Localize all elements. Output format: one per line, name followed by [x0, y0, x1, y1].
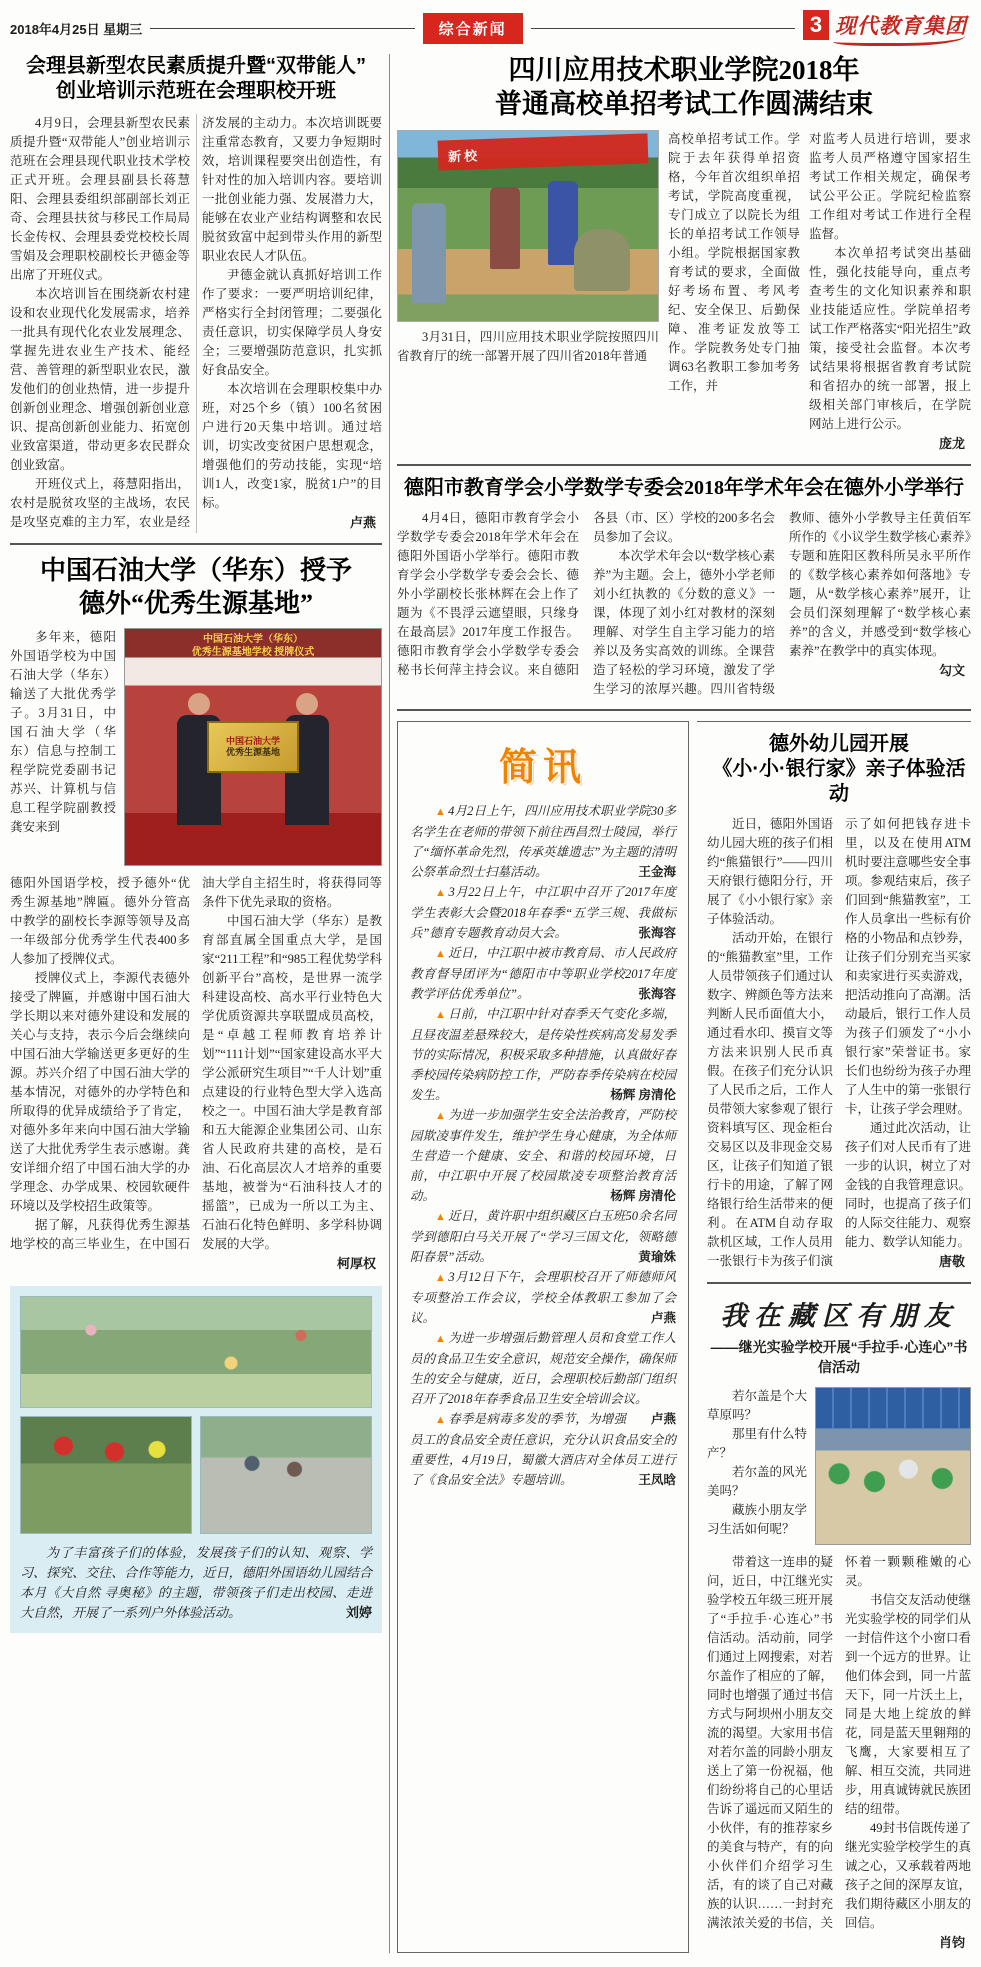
- page-header: [10, 8, 971, 48]
- paragraph: 活动开始，在银行的“熊猫教室”里，工作人员带领孩子们通过认数字、辨颜色等方法来判断人民币面值大小，通过看水印、摸盲文等方法来识别人民币真假。在孩子们充分认识了人民币之后，工作人员带领大家参观了银行资料填写区、现金柜台交易区以及非现金交易区，让孩子们知道了银行卡的用途，了解了网络银行给生活带来的便利。在ATM自动存取款机区域，工作人员用一张银行卡为孩子们演示了如何把钱存进卡里，以及在使用ATM机时要注意哪些安全事项。参观结束后，孩子们回到“熊猫教室”，工作人员拿出一些标有价格的小物品和点钞券，让孩子们分别充当买家和卖家进行买卖游戏，把活动推向了高潮。活动最后，银行工作人员为孩子们颁发了“小小银行家”荣誉证书。家长们也纷纷为孩子办理了人生中的第一张银行卡，让孩子学会理财。: [707, 816, 971, 1268]
- brief-text: 近日，中江职中被市教育局、市人民政府教育督导团评为“德阳市中等职业学校2017年度教学评估优秀单位”。: [410, 945, 676, 1001]
- brief-byline: 卢燕: [650, 1411, 676, 1426]
- article-huili: [10, 54, 382, 533]
- article-sichuan-headline-line2: 普通高校单招考试工作圆满结束: [495, 88, 873, 119]
- photo-overlay-line1: 中国石油大学（华东）: [203, 634, 303, 645]
- article-bank-body: [707, 815, 971, 1272]
- brief-text: 4月2日上午，四川应用技术职业学院30多名学生在老师的带领下前往西昌烈士陵园，举行了“缅怀革命先烈，传承英雄遗志”为主题的清明公祭革命烈士扫墓活动。: [410, 803, 676, 879]
- brief-item: [410, 1105, 676, 1206]
- paragraph: 据了解，凡获得优秀生源基地学校的高三毕业生，在中国石油大学自主招生时，将获得同等条件下优先录取的资格。: [10, 876, 382, 1251]
- paragraph: 本次单招考试突出基础性，强化技能导向，重点考查考生的文化知识素养和职业技能适应性。学院单招考试工作严格落实“阳光招生”政策，接受社会监督。本次考试结果将根据省教育考试院和省招办的统一部署，报上级相关部门审核后，在学院网站上进行公示。: [809, 245, 971, 431]
- question: 藏族小朋友学习生活如何呢？: [707, 1502, 808, 1536]
- paragraph: 德阳外国语学校，授予德外“优秀生源基地”牌匾。德外分管高中教学的副校长李源等领导及高一年级部分优秀学生代表400多人参加了授牌仪式。: [10, 876, 190, 966]
- brief-byline: 卢燕: [650, 1310, 676, 1325]
- paragraph: 书信交友活动使继光实验学校的同学们从一封信件这个小窗口看到一个远方的世界。让他们体会到，同一片蓝天下，同一片沃土上，同是大地上绽放的鲜花，同是蓝天里翱翔的飞鹰，大家要相互了解、相互交流，共同进步，用真诚铸就民族团结的纽带。: [845, 1592, 971, 1816]
- paragraph: 带着这一连串的疑问，近日，中江继光实验学校五年级三班开展了“手拉手·心连心”书信活动。活动前，同学们通过上网搜索，对若尔盖作了相应的了解，同时也增强了通过书信方式与阿坝州小朋友交流的渴望。大家用书信对若尔盖的同龄小朋友送上了第一份祝福，他们纷纷将自己的心里话告诉了遥远而又陌生的小伙伴，有的推荐家乡的美食与特产，有的向小伙伴们介绍学习生活，有的谈了自己对藏族的认识……一封封充满浓浓关爱的书信，关怀着一颗颗稚嫩的心灵。: [707, 1554, 971, 1930]
- vertical-divider: [389, 54, 390, 1953]
- article-petro-headline-line2: 德外“优秀生源基地”: [78, 588, 313, 618]
- brief-item: [410, 1206, 676, 1267]
- paragraph: 对监考人员进行培训，要求监考人员严格遵守国家招生考试工作相关规定，确保考试公平公正。学院纪检监察工作组对考试工作进行全程监督。: [809, 131, 971, 241]
- brief-text: 3月22日上午，中江职中召开了2017年度学生表彰大会暨2018年春季“五学三规、我做标兵”德育专题教育动员大会。: [410, 884, 676, 940]
- brief-byline: 张海容: [638, 925, 676, 940]
- article-sichuan-mid-column: [668, 130, 800, 454]
- divider: [707, 1282, 971, 1284]
- brief-text: 近日，黄许职中组织藏区白玉班50余名同学到德阳白马关开展了“学习三国文化，领略德阳春景”活动。: [410, 1208, 676, 1264]
- article-math-byline: 勾文: [938, 662, 965, 678]
- brief-item: [410, 882, 676, 943]
- article-petro-headline-line1: 中国石油大学（华东）授予: [39, 556, 352, 585]
- paragraph: 49封书信既传递了继光实验学校学生的真诚之心，又承载着两地孩子之间的深厚友谊，我们期待藏区小朋友的回信。: [845, 1820, 971, 1930]
- photo-overlay-line2: 优秀生源基地学校 授牌仪式: [191, 647, 315, 658]
- paragraph: 本次学术年会以“数学核心素养”为主题。会上，德外小学老师刘小红执教的《分数的意义》一课，体现了刘小红对教材的深刻理解、对学生自主学习能力的培养以及务实高效的训练。全课营造了轻松的学习环境，激发了学生学习的浓厚兴趣。四川省特级教师、德外小学教导主任黄佰军所作的《小议学生数学核心素养》专题和旌阳区教科所吴永平所作的《数学核心素养如何落地》专题，从“数学核心素养”展开，让会员们深刻理解了“数学核心素养”的含义，并感受到“数学核心素养”在教学中的真实体现。: [593, 510, 971, 696]
- article-huili-headline-line2: 创业培训示范班在会理职校开班: [56, 80, 336, 102]
- divider: [397, 709, 971, 711]
- photo-box-byline: 刘婷: [345, 1605, 372, 1620]
- article-bank-headline-line1: 德外幼儿园开展: [769, 732, 909, 755]
- paragraph: 尹德金就认真抓好培训工作作了要求：一要严明培训纪律，严格实行全封闭管理；二要强化责任意识，切实保障学员人身安全；三要增强防范意识，扎实抓好食品安全。: [202, 268, 382, 377]
- article-tibet-body: [707, 1553, 971, 1953]
- caption-text: 为了丰富孩子们的体验，发展孩子们的认知、观察、学习、探究、交往、合作等能力，近日，德阳外国语幼儿园结合本月《大自然 寻奥秘》的主题，带领孩子们走出校园、走进大自然，开展了一系列户外体验活动。: [20, 1545, 372, 1620]
- brief-item: [410, 1267, 676, 1328]
- person-figure: [412, 203, 446, 303]
- paragraph: 4月9日，会理县新型农民素质提升暨“双带能人”创业培训示范班在会理县现代职业技术学校正式开班。会理县副县长蒋慧阳、会理县委组织部副部长刘正奇、会理县扶贫与移民工作局局长金传权、会理县委党校校长周雪娟及会理职校副校长尹德金等出席了开班仪式。: [10, 116, 190, 282]
- article-petro: [10, 555, 382, 1274]
- article-sichuan-photo-column: [397, 130, 659, 454]
- exam-registration-photo: [397, 130, 659, 322]
- article-bank: [707, 732, 971, 1272]
- paragraph: 4月4日，德阳市教育学会小学数学专委会2018年学术年会在德阳外国语小学举行。德阳市教育学会小学数学专委会会长、德外小学副校长张林辉在会上作了题为《不畏浮云遮望眼，只缘身在最高层》2017年度工作报告。德阳市教育学会小学数学专委会秘书长何萍主持会议。来自德阳各县（市、区）学校的200多名会员参加了会议。: [397, 510, 775, 677]
- divider: [10, 543, 382, 545]
- brief-byline: 王凤晗: [638, 1472, 676, 1487]
- paragraph: 多年来，德阳外国语学校为中国石油大学（华东）输送了大批优秀学子。3月31日，中国石油大学（华东）信息与控制工程学院党委副书记苏兴、计算机与信息工程学院副教授龚安来到: [10, 630, 116, 834]
- article-tibet-subtitle: ——继光实验学校开展“手拉手·心连心”书信活动: [710, 1338, 968, 1375]
- question-column: [707, 1387, 807, 1545]
- plaque-ceremony-photo: [124, 628, 382, 866]
- article-petro-narrow-column: [10, 628, 116, 866]
- brief-text: 为进一步加强学生安全法治教育，严防校园欺凌事件发生，维护学生身心健康，为全体师生营造一个健康、安全、和谐的校园环境，日前，中江职中开展了校园欺凌专项整治教育活动。: [410, 1107, 676, 1203]
- brief-item: [410, 801, 676, 882]
- header-rule-right: [531, 28, 795, 29]
- article-petro-body: [10, 874, 382, 1274]
- article-tibet-top: [707, 1387, 971, 1545]
- masthead-group: [803, 10, 971, 46]
- briefs-logo: 简讯: [498, 746, 587, 789]
- children-outdoor-photo: [20, 1296, 372, 1408]
- brief-item: [410, 1004, 676, 1105]
- article-sichuan-headline-line1: 四川应用技术职业学院2018年: [508, 55, 860, 85]
- paragraph: 3月31日，四川应用技术职业学院按照四川省教育厅的统一部署开展了四川省2018年普通: [397, 329, 659, 363]
- brief-item: [410, 1409, 676, 1490]
- outdoor-photo-box: [10, 1286, 382, 1633]
- brief-text: 3月12日下午，会理职校召开了师德师风专项整治工作会议，学校全体教职工参加了会议。: [410, 1269, 676, 1325]
- brief-item: [410, 1328, 676, 1426]
- article-sichuan-byline: 庞龙: [938, 435, 965, 451]
- person-figure: [574, 229, 630, 291]
- brief-text: 日前，中江职中针对春季天气变化多端，且昼夜温差悬殊较大，是传染性疾病高发易发季节的实际情况，积极采取多种措施，认真做好春季校园传染病防控工作，严防春季传染病在校园发生。: [410, 1006, 676, 1102]
- children-walking-photo: [200, 1416, 372, 1534]
- page-number: 3: [803, 10, 829, 40]
- article-sichuan-right-column: [809, 130, 971, 454]
- article-huili-body: [10, 114, 382, 533]
- brief-text: 春季是病毒多发的季节，为增强员工的食品安全责任意识，充分认识食品安全的重要性，4月19日，蜀徽大酒店对全体员工进行了《食品安全法》专题培训。: [410, 1411, 676, 1487]
- question: 若尔盖是个大草原吗？: [707, 1388, 808, 1422]
- bottom-row: [397, 721, 971, 1953]
- briefs-column: [397, 721, 689, 1953]
- article-math-body: [397, 509, 971, 699]
- article-sichuan-body: [397, 130, 971, 454]
- divider: [397, 464, 971, 466]
- article-math-headline: 德阳市教育学会小学数学专委会2018年学术年会在德外小学举行: [404, 476, 964, 499]
- person-figure: [490, 187, 520, 269]
- brief-byline: 杨辉 房清伦: [610, 1087, 676, 1102]
- section-badge: 综合新闻: [423, 13, 523, 44]
- left-section: [10, 54, 382, 1953]
- question: 那里有什么特产？: [707, 1426, 808, 1460]
- paragraph: 高校单招考试工作。学院于去年获得单招资格，今年首次组织单招考试，学院高度重视，专门成立了以院长为组长的单招考试工作领导小组。学院根据国家教育考试的要求，全面做好考场布置、考风考纪、安全保卫、后勤保障、准考证发放等工作。学院教务处专门抽调63名教职工参加考务工作，并: [668, 131, 800, 393]
- paragraph: 开班仪式上，蒋慧阳指出，农村是脱贫攻坚的主战场，农民是攻坚克难的主力军，农业是经济发展的主动力。本次培训既要注重常态教育，又要力争短期时效，培训课程要突出创造性，有针对性的加入培训内容。要培训一批创业能力强、发展潜力大，能够在农业产业结构调整和农民脱贫致富中起到带头作用的新型职业农民人才队伍。: [10, 116, 382, 529]
- article-bank-headline-line2: 《小·小·银行家》亲子体验活动: [712, 757, 966, 805]
- brief-byline: 杨辉 房清伦: [610, 1188, 676, 1203]
- classroom-letter-writing-photo: [815, 1387, 971, 1545]
- article-tibet-title: 我在藏区有朋友: [720, 1300, 958, 1331]
- paragraph: 中国石油大学（华东）是教育部直属全国重点大学，是国家“211工程”和“985工程优势学科创新平台”高校，是世界一流学科建设高校、高水平行业特色大学优质资源共享联盟成员高校，是“卓越工程师教育培养计划”“111计划”“国家建设高水平大学公派研究生项目”“千人计划”重点建设的行业特色型大学入选高校之一。中国石油大学是教育部和五大能源企业集团公司、山东省人民政府共建的高校，是石油、石化高层次人才培养的重要基地，被誉为“石油科技人才的摇篮”，已成为一所以工为主、石油石化特色鲜明、多学科协调发展的大学。: [202, 914, 382, 1251]
- photo-box-caption: [20, 1543, 372, 1623]
- brief-byline: 黄瑜姝: [638, 1249, 676, 1264]
- locker-shelf: [816, 1388, 970, 1429]
- paragraph: 近日，德阳外国语幼儿园大班的孩子们相约“熊猫银行”——四川天府银行德阳分行，开展了《小小银行家》亲子体验活动。: [707, 816, 833, 926]
- right-sub-column: [697, 721, 971, 1953]
- question: 若尔盖的风光美吗？: [707, 1464, 808, 1498]
- children-red-hats-photo: [20, 1416, 192, 1534]
- brief-text: 为进一步增强后勤管理人员和食堂工作人员的食品卫生安全意识，规范安全操作，确保师生的安全与健康，近日，会理职校后勤部门组织召开了2018年春季食品卫生安全培训会议。: [410, 1330, 676, 1406]
- article-bank-byline: 唐敬: [938, 1253, 965, 1269]
- plaque-line1: 中国石油大学: [225, 736, 280, 746]
- paragraph: 本次培训旨在围绕新农村建设和农业现代化发展需求，培养一批具有现代化农业发展理念、掌握先进农业生产技术、能经营、善管理的新型职业农民，激发他们的创业热情，进一步提升创新创业理念、增强创新创业意识、提高创新创业能力、拓宽创业致富渠道，带动更多农民群众创业致富。: [10, 287, 190, 472]
- brief-byline: 张海容: [638, 986, 676, 1001]
- article-tibet: [707, 1294, 971, 1953]
- main-content: [10, 54, 971, 1953]
- plaque-line2: 优秀生源基地: [225, 747, 280, 757]
- masthead-logo: 现代教育集团: [833, 10, 971, 46]
- article-math: [397, 476, 971, 699]
- photo-overlay-text: [125, 633, 381, 659]
- article-petro-top: [10, 628, 382, 866]
- brief-byline: 王金海: [638, 864, 676, 879]
- right-section: [397, 54, 971, 1953]
- article-huili-byline: 卢燕: [349, 515, 376, 530]
- article-huili-headline-line1: 会理县新型农民素质提升暨“双带能人”: [26, 55, 366, 77]
- article-petro-byline: 柯厚权: [336, 1256, 376, 1271]
- gold-plaque: [207, 721, 299, 773]
- paragraph: 本次培训在会理职校集中办班，对25个乡（镇）100名贫困户进行20天集中培训。通过培训，切实改变贫困户思想观念，增强他们的劳动技能，实现“培训1人，改变1家，脱贫1户”的目标。: [202, 382, 382, 510]
- article-sichuan: [397, 54, 971, 454]
- red-banner: 新校: [438, 133, 649, 170]
- header-rule-left: [150, 28, 414, 29]
- brief-item: [410, 943, 676, 1004]
- page-date: 2018年4月25日 星期三: [10, 21, 143, 37]
- article-tibet-byline: 肖钧: [938, 1934, 965, 1950]
- paragraph: 通过此次活动，让孩子们对人民币有了进一步的认识，树立了对金钱的自我管理意识。同时，也提高了孩子们的人际交往能力、观察能力、数学认知能力。: [845, 1120, 971, 1249]
- paragraph: 授牌仪式上，李源代表德外接受了牌匾，并感谢中国石油大学长期以来对德外建设和发展的关心与支持，表示今后会继续向中国石油大学输送更多更好的生源。苏兴介绍了中国石油大学的基本情况，对德外的办学特色和所取得的优异成绩给予了肯定，对德外多年来向中国石油大学输送了大批优秀学生表示感谢。龚安详细介绍了中国石油大学的办学理念、办学成果、校园软硬件环境以及学校招生政策等。: [10, 971, 190, 1213]
- photo-row: [20, 1416, 372, 1534]
